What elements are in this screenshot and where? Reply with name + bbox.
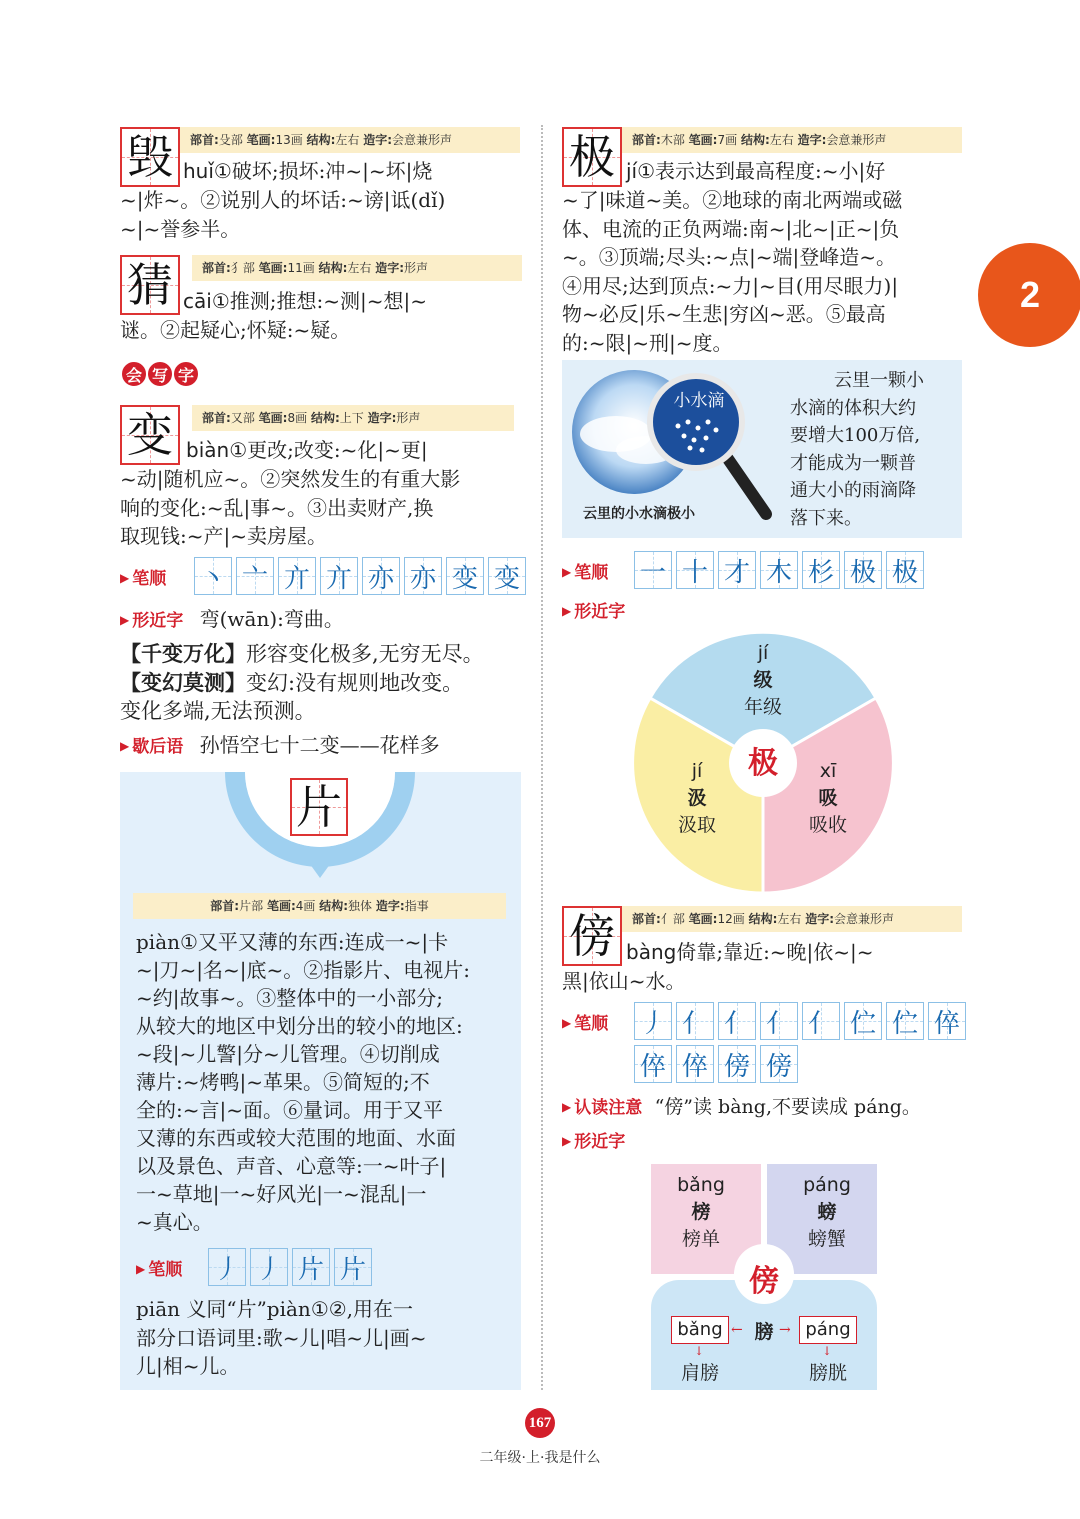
xingjin-bang-label: ▶ 形近字: [562, 1126, 625, 1157]
def-bang-line1: bàng倚靠;靠近:~晚|依~|~: [626, 940, 874, 964]
stroke-cell: 傍: [760, 1045, 798, 1083]
stroke-cell: 倅: [676, 1045, 714, 1083]
stroke-cell: 十: [676, 551, 714, 589]
stroke-cell: 亻: [760, 1002, 798, 1040]
char-box-hui: 毁: [120, 127, 180, 187]
stroke-label: ▶ 笔顺: [562, 1009, 634, 1034]
stroke-cell: 倅: [634, 1045, 672, 1083]
meta-pian: 部首:片部 笔画:4画 结构:独体 造字:指事: [133, 893, 506, 919]
stroke-cell: 变: [446, 557, 484, 595]
stroke-cell: 才: [718, 551, 756, 589]
def-bang-line2: 黑|依山~水。: [562, 969, 686, 993]
chapter-tab[interactable]: 2: [978, 243, 1080, 347]
stroke-order-bian: [120, 557, 530, 595]
def-hui-rest: ~|炸~。②说别人的坏话:~谤|诋(dǐ) ~|~誉参半。: [120, 188, 446, 241]
page-number: 167: [525, 1408, 555, 1438]
def-bian-line1: biàn①更改;改变:~化|~更|: [186, 438, 428, 462]
grid-center-char: 傍: [749, 1264, 779, 1299]
xingjin-ji-label: ▶ 形近字: [562, 596, 625, 627]
def-pian1: piān 义同“片”piàn①②,用在一 部分口语词里:歌~儿|唱~儿|画~ 儿|相~儿。: [136, 1297, 427, 1378]
def-ji-rest: ~了|味道~美。②地球的南北两端或磁 体、电流的正负两端:南~|北~|正~|负 ~。③顶端;尽头:~点|~端|登峰造~。 ④用尽;达到顶点:~力|~目(用尽眼力)| 物~必反|乐~生悲|穷凶~恶。⑤最高 的:~限|~刑|~度。: [562, 188, 903, 355]
stroke-cell: 亻: [802, 1002, 840, 1040]
def-cai-line1: cāi①推测;推想:~测|~想|~: [183, 289, 427, 313]
meta-hui: 部首:殳部 笔画:13画 结构:左右 造字:会意兼形声: [180, 127, 520, 153]
wheel-item-top: jí 级 年级: [743, 642, 782, 718]
stroke-cell: 极: [886, 551, 924, 589]
grid-bottom-char: 膀: [754, 1321, 774, 1343]
stroke-cell: 伫: [844, 1002, 882, 1040]
stroke-cell: 片: [334, 1248, 372, 1286]
bang-xingjin-grid: [651, 1164, 877, 1390]
stroke-cell: 伫: [886, 1002, 924, 1040]
arrow-down-icon: ↓: [822, 1344, 833, 1358]
char-box-ji: 极: [562, 127, 622, 187]
stroke-cell: 亻: [718, 1002, 756, 1040]
wheel-item-left: jí 汲 汲取: [677, 760, 716, 836]
stroke-cell: 极: [844, 551, 882, 589]
footer-title: 二年级·上·我是什么: [479, 1450, 601, 1466]
stroke-cell: 亦: [404, 557, 442, 595]
xiehouyu-bian: ▶ 歇后语 孙悟空七十二变——花样多: [120, 731, 530, 762]
arrow-right-icon: →: [779, 1322, 791, 1338]
def-cai-line2: 谜。②起疑心;怀疑:~疑。: [120, 318, 351, 342]
stroke-cell: 亦: [362, 557, 400, 595]
stroke-cell: 变: [488, 557, 526, 595]
stroke-cell: 丶: [194, 557, 232, 595]
stroke-order-bang-row2: [634, 1045, 802, 1083]
stroke-cell: 丿: [634, 1002, 672, 1040]
stroke-cell: 亠: [236, 557, 274, 595]
column-divider: [541, 125, 543, 1390]
stroke-cell: 一: [634, 551, 672, 589]
meta-bang: 部首:亻部 笔画:12画 结构:左右 造字:会意兼形声: [622, 906, 962, 932]
stroke-cell: 倅: [928, 1002, 966, 1040]
meta-ji: 部首:木部 笔画:7画 结构:左右 造字:会意兼形声: [622, 127, 962, 153]
grid-bl-pinyin: bǎng: [671, 1316, 729, 1344]
def-pian: piàn①又平又薄的东西:连成一~|卡 ~|刀~|名~|底~。②指影片、电视片: ~约|故事~。③整体中的一小部分; 从较大的地区中划分出的较小的地区: ~段|~儿警|分~儿管理。④切削成 薄片:~烤鸭|~革果。⑤简短的;不 全的:~言|~面。⑥量词。用于又平 又薄的东西或较大范围的地面、水面 以及景色、声音、心意等:一~叶子| 一~草地|一~好风光|一~混乱|一 ~真心。: [136, 930, 470, 1234]
arrow-left-icon: ←: [731, 1322, 743, 1338]
stroke-cell: 丿: [250, 1248, 288, 1286]
idioms-bian: 【千变万化】形容变化极多,无穷无尽。 【变幻莫测】变幻:没有规则地改变。 变化多端,无法预测。: [120, 641, 484, 723]
stroke-cell: 亣: [320, 557, 358, 595]
stroke-order-pian: [136, 1248, 376, 1286]
renzhu-bang: ▶ 认读注意 “傍”读 bàng,不要读成 páng。: [562, 1092, 966, 1123]
stroke-label: ▶ 笔顺: [120, 564, 194, 589]
stroke-cell: 亣: [278, 557, 316, 595]
huixiezi-badge: 会 写 字: [120, 360, 198, 388]
stroke-order-bang-row1: [562, 1002, 970, 1040]
def-ji-line1: jí①表示达到最高程度:~小|好: [626, 159, 886, 183]
cloud-caption: 云里的小水滴极小: [583, 506, 695, 522]
def-hui-line1: huǐ①破坏;损坏:冲~|~坏|烧: [183, 159, 433, 183]
char-box-cai: 猜: [120, 255, 180, 315]
magnifier-label: 小水滴: [673, 391, 725, 411]
stroke-cell: 傍: [718, 1045, 756, 1083]
char-box-bian: 变: [120, 405, 180, 465]
stroke-label: ▶ 笔顺: [136, 1255, 208, 1280]
stroke-cell: 杉: [802, 551, 840, 589]
stroke-cell: 丿: [208, 1248, 246, 1286]
grid-tl-text: bǎng 榜 榜单: [677, 1174, 725, 1250]
stroke-order-ji: [562, 551, 928, 589]
grid-tr-text: páng 螃 螃蟹: [803, 1174, 851, 1250]
stroke-cell: 亻: [676, 1002, 714, 1040]
arrow-down-icon: ↓: [694, 1344, 705, 1358]
grid-br-word: 膀胱: [808, 1362, 847, 1384]
grid-bl-word: 肩膀: [680, 1362, 719, 1384]
meta-cai: 部首:犭部 笔画:11画 结构:左右 造字:形声: [192, 255, 522, 281]
wheel-center-char: 极: [748, 746, 778, 781]
wheel-item-right: xī 吸 吸收: [808, 760, 847, 836]
stroke-cell: 片: [292, 1248, 330, 1286]
stroke-cell: 木: [760, 551, 798, 589]
grid-br-pinyin: páng: [799, 1316, 857, 1344]
xingjin-bian: ▶ 形近字 弯(wān):弯曲。: [120, 605, 530, 636]
cloud-text: 云里一颗小 水滴的体积大约 要增大100万倍, 才能成为一颗普 通大小的雨滴降 落下来。: [790, 370, 924, 529]
meta-bian: 部首:又部 笔画:8画 结构:上下 造字:形声: [192, 405, 514, 431]
stroke-label: ▶ 笔顺: [562, 558, 634, 583]
def-bian-rest: ~动|随机应~。②突然发生的有重大影 响的变化:~乱|事~。③出卖财产,换 取现钱:~产|~卖房屋。: [120, 467, 461, 548]
char-box-bang: 傍: [562, 906, 622, 966]
char-box-pian: 片: [290, 778, 348, 836]
